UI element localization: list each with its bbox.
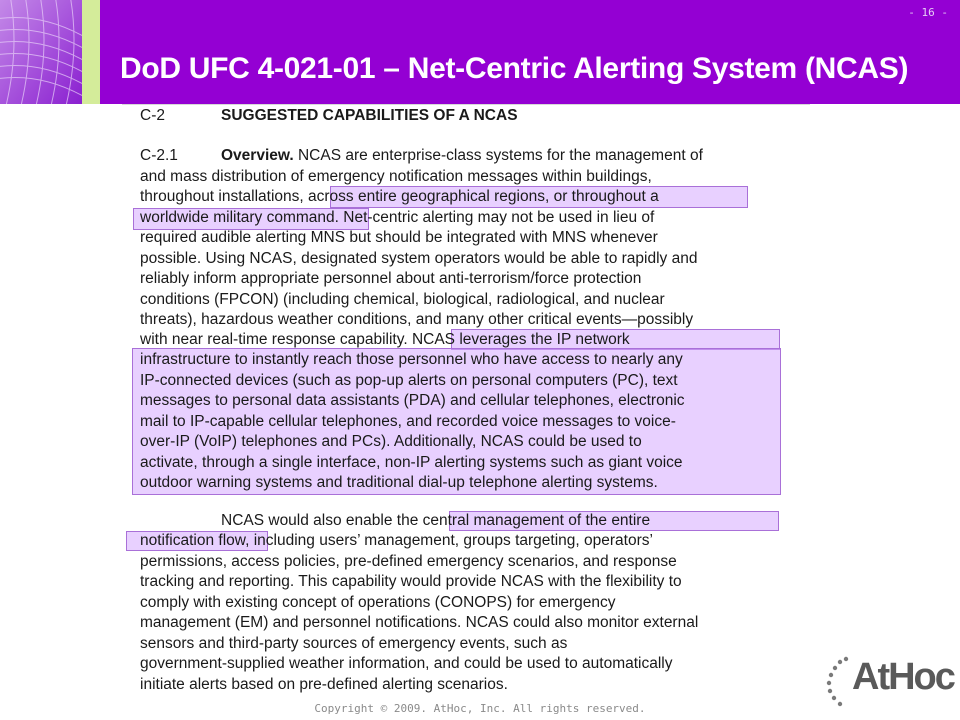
paragraph-line: initiate alerts based on pre-defined alerting scenarios. — [140, 676, 508, 693]
paragraph-line: sensors and third-party sources of emergency events, such as — [140, 635, 568, 652]
header-decorative-graphic — [0, 0, 82, 104]
paragraph-line: throughout installations, across entire geographical regions, or throughout a — [140, 188, 659, 205]
paragraph-line: IP-connected devices (such as pop-up alerts on personal computers (PC), text — [140, 372, 678, 389]
paragraph-line: reliably inform appropriate personnel about anti-terrorism/force protection — [140, 270, 642, 287]
document-top-border — [122, 104, 810, 105]
paragraph-line: possible. Using NCAS, designated system operators would be able to rapidly and — [140, 250, 698, 267]
paragraph-line: outdoor warning systems and traditional dial-up telephone alerting systems. — [140, 474, 658, 491]
paragraph-line: worldwide military command. Net-centric alerting may not be used in lieu of — [140, 209, 655, 226]
slide-number: - 16 - — [908, 6, 948, 19]
paragraph-line: notification flow, including users’ management, groups targeting, operators’ — [140, 532, 653, 549]
paragraph-line: management (EM) and personnel notifications. NCAS could also monitor external — [140, 614, 699, 631]
paragraph-line: messages to personal data assistants (PDA) and cellular telephones, electronic — [140, 392, 685, 409]
paragraph-line: activate, through a single interface, non-IP alerting systems such as giant voice — [140, 454, 683, 471]
section-number: C-2.1 — [140, 147, 178, 164]
logo-wordmark: AtHoc — [852, 656, 954, 698]
header-accent-stripe — [82, 0, 100, 104]
paragraph-text: NCAS are enterprise-class systems for the management of — [297, 147, 703, 164]
paragraph-line: threats), hazardous weather conditions, and many other critical events—possibly — [140, 311, 694, 328]
paragraph-line: comply with existing concept of operations (CONOPS) for emergency — [140, 594, 616, 611]
paragraph-line: and mass distribution of emergency notification messages within buildings, — [140, 168, 652, 185]
heading-text: SUGGESTED CAPABILITIES OF A NCAS — [221, 107, 518, 124]
paragraph-line: required audible alerting MNS but should be integrated with MNS whenever — [140, 229, 658, 246]
paragraph-line: permissions, access policies, pre-defined emergency scenarios, and response — [140, 553, 677, 570]
paragraph-line: over-IP (VoIP) telephones and PCs). Additionally, NCAS could be used to — [140, 433, 642, 450]
slide-header — [0, 0, 960, 104]
paragraph-line: government-supplied weather information, and could be used to automatically — [140, 655, 673, 672]
paragraph-line: with near real-time response capability. NCAS leverages the IP network — [140, 331, 630, 348]
paragraph-line: infrastructure to instantly reach those personnel who have access to nearly any — [140, 351, 683, 368]
section-label: Overview. — [221, 147, 294, 164]
heading-number: C-2 — [140, 107, 165, 124]
paragraph-line: mail to IP-capable cellular telephones, and recorded voice messages to voice- — [140, 413, 676, 430]
paragraph-line: conditions (FPCON) (including chemical, biological, radiological, and nuclear — [140, 291, 665, 308]
slide-title: DoD UFC 4-021-01 – Net-Centric Alerting System (NCAS) — [120, 52, 909, 85]
paragraph-line: NCAS would also enable the central management of the entire — [221, 512, 651, 529]
paragraph-line: tracking and reporting. This capability would provide NCAS with the flexibility to — [140, 573, 682, 590]
copyright-footer: Copyright © 2009. AtHoc, Inc. All rights reserved. — [314, 702, 646, 715]
paragraph-line — [221, 147, 703, 165]
